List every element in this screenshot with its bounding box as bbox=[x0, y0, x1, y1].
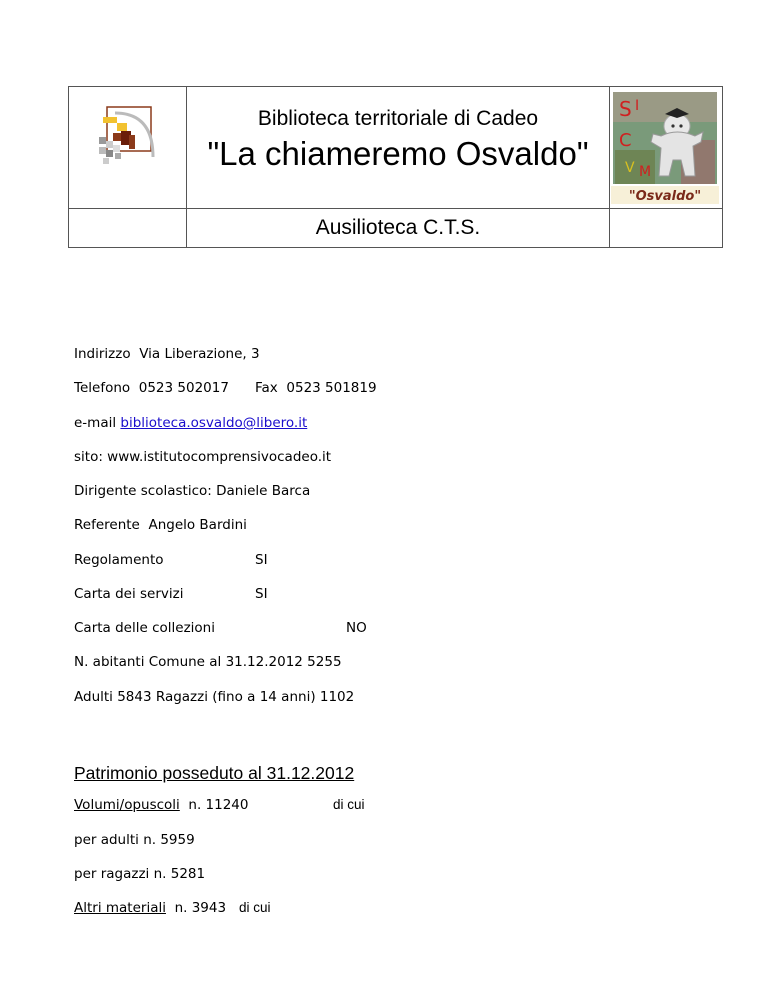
header-table bbox=[68, 86, 723, 248]
osvaldo-logo bbox=[611, 90, 719, 204]
address-line bbox=[74, 346, 260, 362]
site-line: sito: www.istitutocomprensivocadeo.it bbox=[74, 449, 332, 465]
carta-collezioni-value: NO bbox=[346, 620, 367, 636]
regolamento-label: Regolamento bbox=[74, 552, 164, 568]
referent-line bbox=[74, 517, 247, 533]
referent-label: Referente bbox=[74, 517, 140, 533]
referent-value: Angelo Bardini bbox=[148, 517, 247, 533]
volumi-label: Volumi/opuscoli bbox=[74, 797, 180, 813]
svg-text:V: V bbox=[625, 160, 635, 176]
fax-line bbox=[255, 380, 377, 396]
regolamento-value: SI bbox=[255, 552, 268, 568]
abitanti-line: N. abitanti Comune al 31.12.2012 5255 bbox=[74, 654, 342, 670]
library-subtitle: Ausilioteca C.T.S. bbox=[315, 216, 481, 239]
email-label: e-mail bbox=[74, 415, 117, 431]
email-link[interactable]: biblioteca.osvaldo@libero.it bbox=[120, 415, 308, 431]
director-line: Dirigente scolastico: Daniele Barca bbox=[74, 483, 311, 499]
phone-label: Telefono bbox=[74, 380, 131, 396]
ragazzi-volumi-line: per ragazzi n. 5281 bbox=[74, 866, 206, 882]
svg-text:S: S bbox=[619, 97, 632, 121]
volumi-dicui: di cui bbox=[333, 797, 365, 812]
patrimonio-title: Patrimonio posseduto al 31.12.2012 bbox=[74, 763, 355, 783]
volumi-line bbox=[74, 797, 249, 813]
carta-servizi-value: SI bbox=[255, 586, 268, 602]
carta-collezioni-label: Carta delle collezioni bbox=[74, 620, 215, 636]
library-logo bbox=[93, 105, 159, 171]
address-value: Via Liberazione, 3 bbox=[139, 346, 260, 362]
phone-value: 0523 502017 bbox=[138, 380, 229, 396]
fax-label: Fax bbox=[255, 380, 278, 396]
adulti-ragazzi-line: Adulti 5843 Ragazzi (fino a 14 anni) 1102 bbox=[74, 689, 355, 705]
svg-text:C: C bbox=[619, 130, 632, 151]
library-name: Biblioteca territoriale di Cadeo bbox=[257, 107, 539, 130]
table-divider bbox=[609, 87, 610, 247]
address-label: Indirizzo bbox=[74, 346, 131, 362]
email-line bbox=[74, 415, 307, 431]
carta-servizi-label: Carta dei servizi bbox=[74, 586, 184, 602]
svg-text:I: I bbox=[635, 98, 640, 114]
osvaldo-logo-caption: "Osvaldo" bbox=[628, 189, 702, 204]
altri-label: Altri materiali bbox=[74, 900, 166, 916]
svg-text:M: M bbox=[639, 164, 652, 180]
table-divider bbox=[69, 208, 722, 209]
altri-materiali-line bbox=[74, 900, 270, 916]
volumi-value: n. 11240 bbox=[188, 797, 249, 813]
fax-value: 0523 501819 bbox=[286, 380, 377, 396]
altri-dicui: di cui bbox=[238, 900, 271, 915]
adulti-volumi-line: per adulti n. 5959 bbox=[74, 832, 195, 848]
phone-line bbox=[74, 380, 229, 396]
altri-value: n. 3943 bbox=[174, 900, 227, 916]
library-title: "La chiameremo Osvaldo" bbox=[207, 135, 589, 172]
